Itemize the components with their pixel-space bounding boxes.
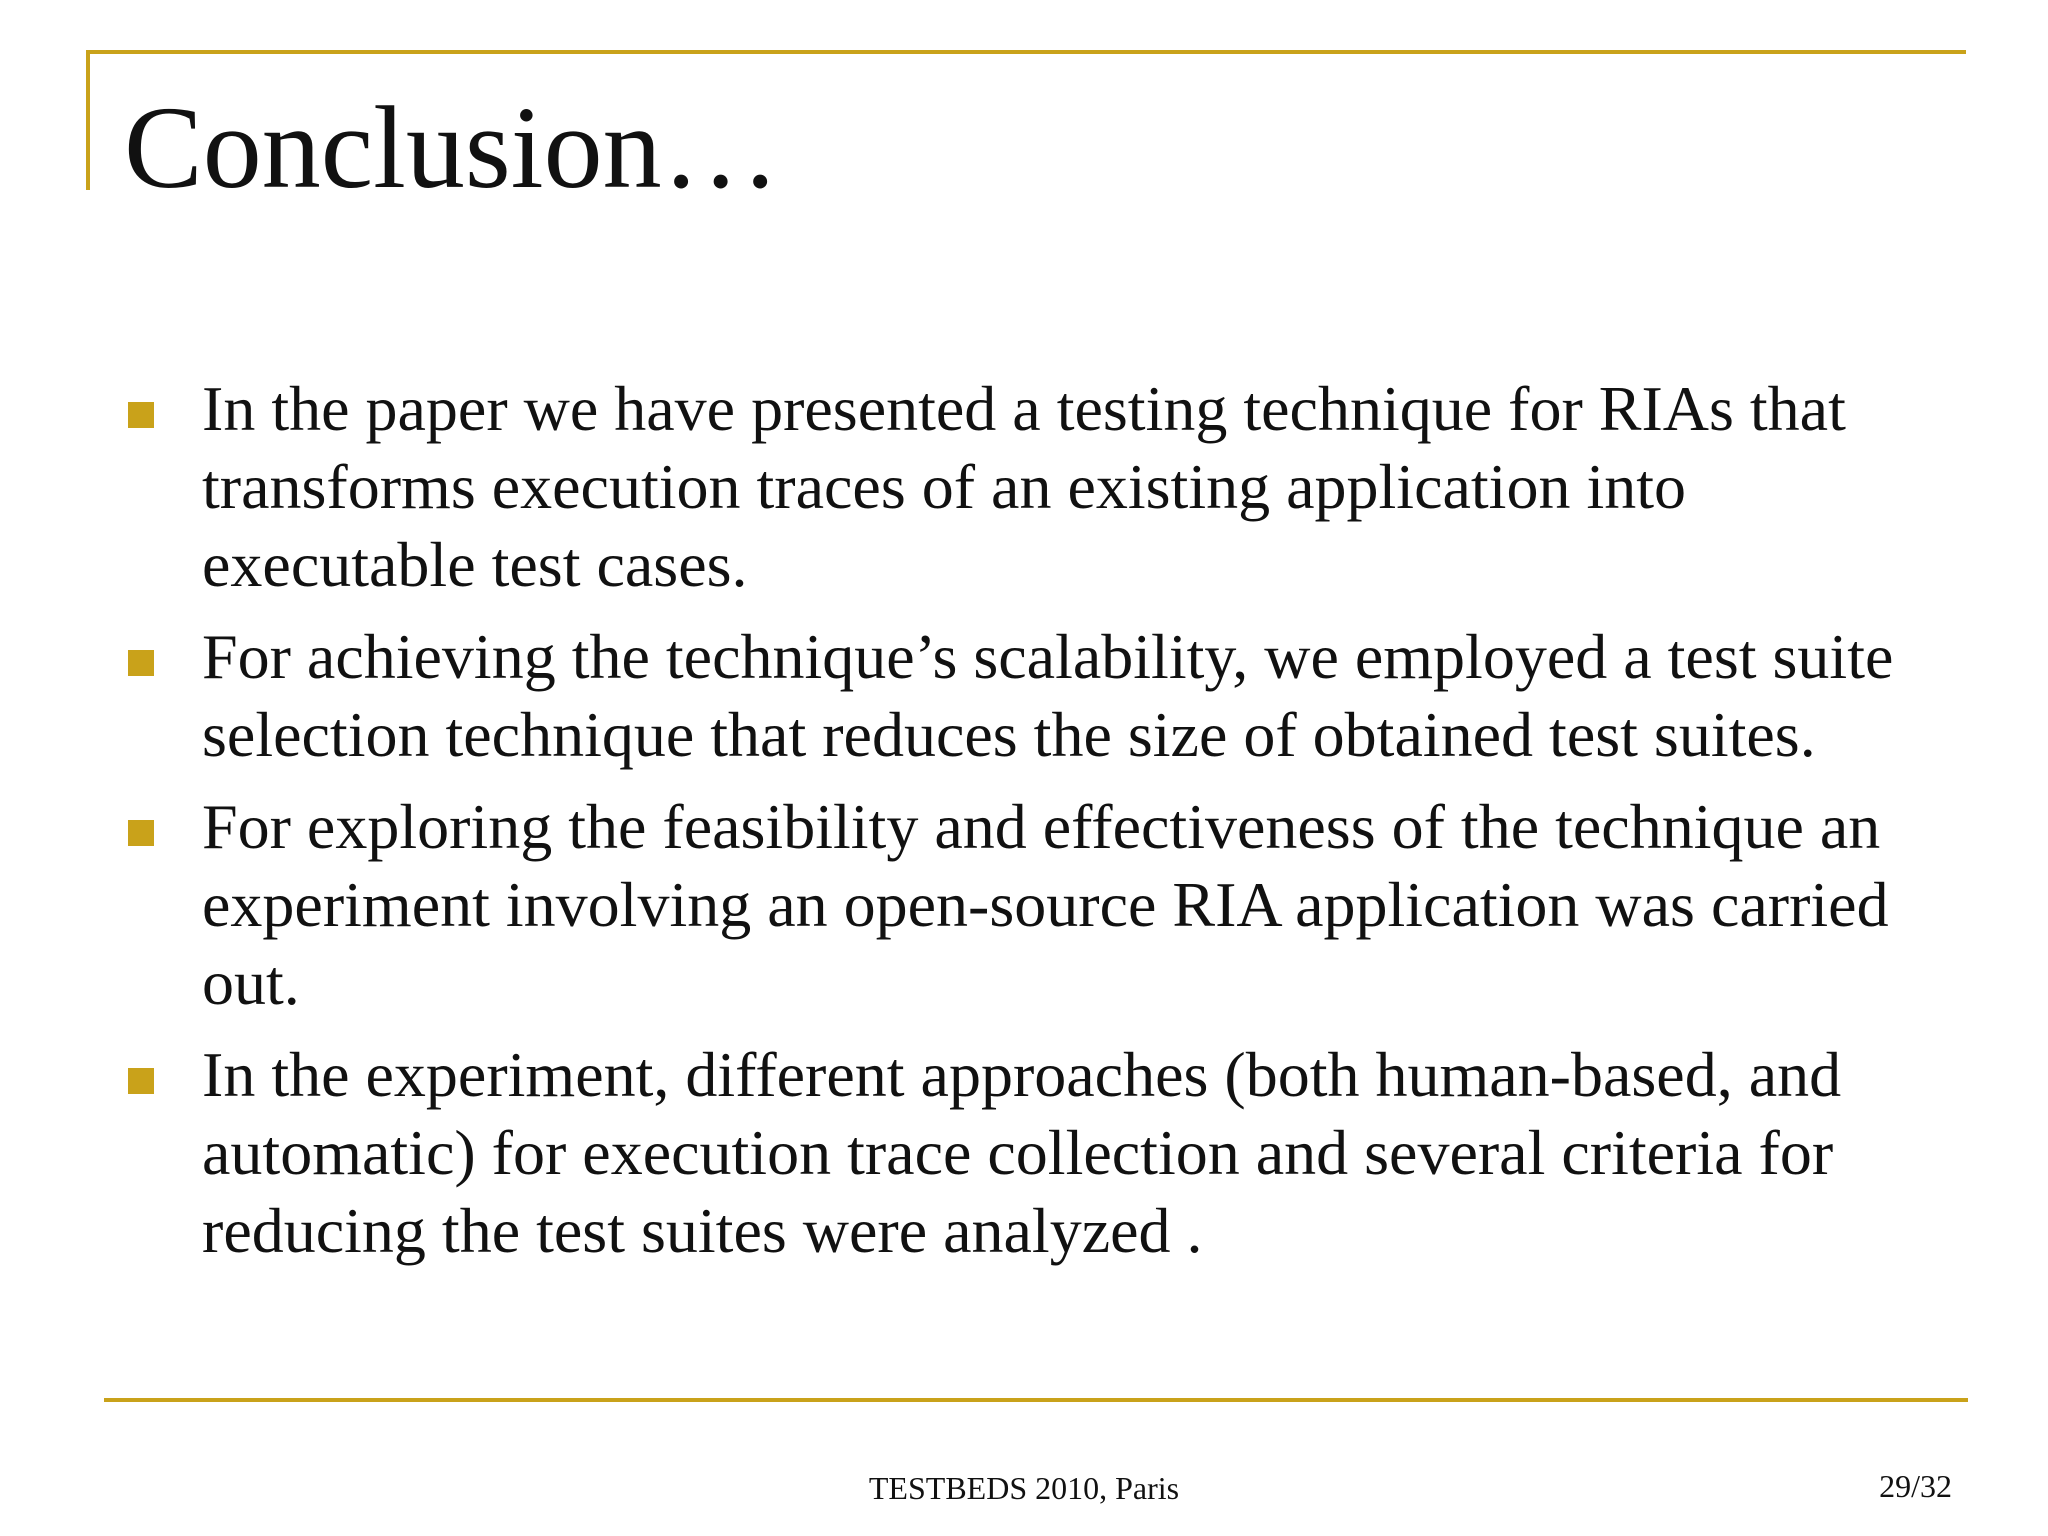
bullet-text: In the experiment, different approaches (both human-based, and automatic) for execution trace collection and several criteria for reducing the test suites were analyzed .: [202, 1039, 1842, 1266]
square-bullet-icon: [128, 1068, 154, 1094]
page-number: 29/32: [1879, 1468, 1952, 1504]
square-bullet-icon: [128, 820, 154, 846]
bullet-text: For achieving the technique’s scalability, we employed a test suite selection technique that reduces the size of obtained test suites.: [202, 621, 1894, 770]
bullet-list: [122, 370, 1962, 1284]
top-accent-rule: [86, 50, 1966, 54]
bullet-text: In the paper we have presented a testing technique for RIAs that transforms execution traces of an existing application into executable test cases.: [202, 373, 1846, 600]
left-accent-rule: [86, 50, 90, 190]
bottom-accent-rule: [104, 1398, 1968, 1402]
bullet-item: [122, 618, 1962, 774]
bullet-item: [122, 370, 1962, 604]
bullet-item: [122, 788, 1962, 1022]
square-bullet-icon: [128, 402, 154, 428]
bullet-text: For exploring the feasibility and effectiveness of the technique an experiment involving an open-source RIA application was carried out.: [202, 791, 1889, 1018]
slide-footer: TESTBEDS 2010, Paris: [868, 1470, 1180, 1506]
square-bullet-icon: [128, 650, 154, 676]
slide-title: Conclusion…: [124, 82, 780, 213]
bullet-item: [122, 1036, 1962, 1270]
